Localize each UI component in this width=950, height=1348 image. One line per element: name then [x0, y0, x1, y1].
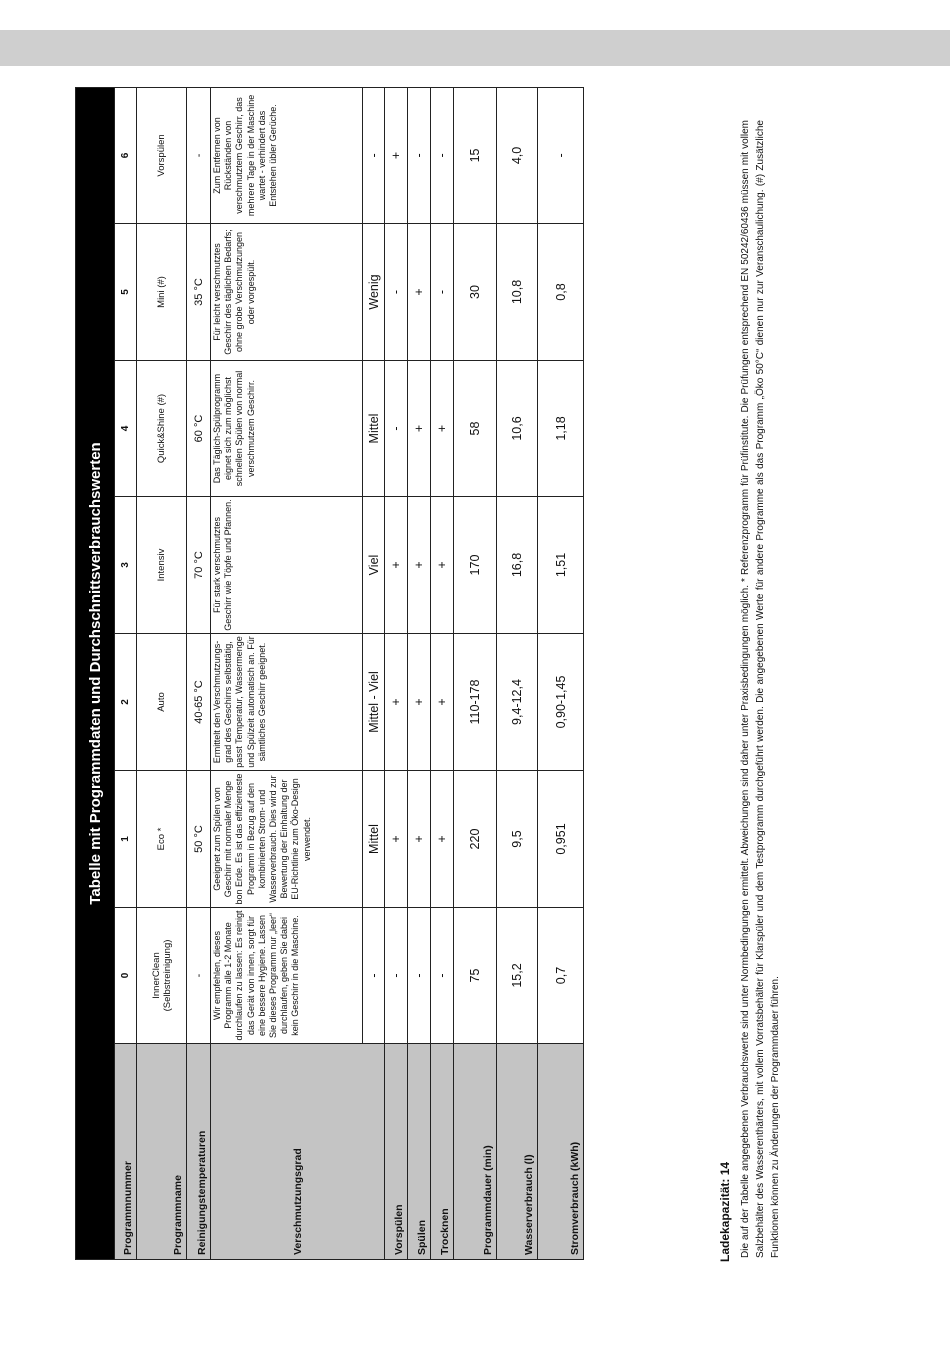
table-cell: - [187, 87, 211, 223]
table-cell: 0,7 [538, 908, 584, 1044]
table-cell: 15 [454, 87, 497, 223]
table-cell: - [187, 908, 211, 1044]
table-cell: + [408, 224, 431, 361]
table-cell: - [538, 87, 584, 223]
table-cell: - [385, 908, 408, 1044]
table-cell: 15,2 [497, 908, 538, 1044]
table-cell: + [408, 771, 431, 908]
table-cell: 1,18 [538, 361, 584, 497]
program-data-table [75, 87, 584, 1260]
table-cell: Eco * [137, 771, 187, 908]
table-cell: 5 [115, 224, 137, 361]
table-cell: + [385, 497, 408, 634]
table-cell: + [385, 771, 408, 908]
table-cell: Intensiv [137, 497, 187, 634]
table-cell: 3 [115, 497, 137, 634]
row-label: Programmdauer (min) [454, 1044, 497, 1260]
row-label: Programmname [137, 1044, 187, 1260]
table-title: Tabelle mit Programmdaten und Durchschnittsverbrauchswerten [76, 87, 115, 1259]
row-label: Wasserverbrauch (l) [497, 1044, 538, 1260]
table-cell: Quick&Shine (#) [137, 361, 187, 497]
table-cell: + [431, 361, 454, 497]
table-row [497, 87, 538, 1259]
table-cell: - [363, 87, 385, 223]
program-description: Das Täglich-Spülprogramm eignet sich zum möglichst schnellen Spülen von normal verschmutzem Geschirr. [211, 361, 363, 497]
table-cell: 0 [115, 908, 137, 1044]
table-cell: Mini (#) [137, 224, 187, 361]
table-cell: - [385, 224, 408, 361]
table-cell: 35 °C [187, 224, 211, 361]
load-capacity-text: Ladekapazität: 14 [718, 1161, 732, 1262]
table-cell: - [408, 87, 431, 223]
program-table-rotated [75, 88, 704, 1260]
row-label: Spülen [408, 1044, 431, 1260]
table-cell: 0,90-1,45 [538, 634, 584, 771]
table-cell: Mittel [363, 771, 385, 908]
row-label: Verschmutzungsgrad [211, 1044, 385, 1260]
table-cell: 110-178 [454, 634, 497, 771]
table-cell: 16,8 [497, 497, 538, 634]
row-label: Trocknen [431, 1044, 454, 1260]
table-cell: + [385, 87, 408, 223]
table-cell: 60 °C [187, 361, 211, 497]
table-cell: 30 [454, 224, 497, 361]
table-cell: Mittel - Viel [363, 634, 385, 771]
table-cell: 10,6 [497, 361, 538, 497]
table-cell: 10,8 [497, 224, 538, 361]
table-cell: 4 [115, 361, 137, 497]
program-description: Für leicht verschmutztes Geschirr des täglichen Bedarfs; ohne grobe Verschmutzungen oder vorgespült. [211, 224, 363, 361]
table-title-row [76, 87, 115, 1259]
table-cell: 0,8 [538, 224, 584, 361]
table-cell: + [408, 634, 431, 771]
table-cell: 1,51 [538, 497, 584, 634]
table-row [431, 87, 454, 1259]
table-cell: 58 [454, 361, 497, 497]
header-band [0, 30, 950, 66]
load-capacity [718, 1142, 732, 1262]
program-description: Wir empfehlen, dieses Programm alle 1-2 Monate durchlaufen zu lassen: Es reinigt das Gerät von innen, sorgt für eine bessere Hygiene. Lassen Sie dieses Programm nur „leer“ durchlaufen, geben Sie dabei kein Geschirr in die Maschine. [211, 908, 363, 1044]
table-row [538, 87, 584, 1259]
table-cell: - [385, 361, 408, 497]
table-row [211, 87, 363, 1259]
table-cell: 2 [115, 634, 137, 771]
table-cell: 220 [454, 771, 497, 908]
table-cell: + [408, 497, 431, 634]
program-description: Zum Entfernen von Rückständen von verschmutztem Geschirr, das mehrere Tage in der Maschine wartet - verhindert das Entstehen übler Gerüche. [211, 87, 363, 223]
table-cell: - [431, 224, 454, 361]
table-row [187, 87, 211, 1259]
table-cell: - [363, 908, 385, 1044]
table-row [115, 87, 137, 1259]
footnote-text: Die auf der Tabelle angegebenen Verbrauchswerte sind unter Normbedingungen ermittelt. Abweichungen sind daher unter Praxisbedingungen möglich. * Referenzprogramm für Prüfinstitute. Die Prüfungen entsprechend EN 50242/60436 müssen mit vollem Salzbehälter des Wasserenthärters, mit vollem Vorratsbehälter für Klarspüler und dem Testprogramm durchgeführt werden. Die angegebenen Werte für andere Programme als das Programm „Öko 50°C“ dienen nur zur Veranschaulichung. (#) Zusätzliche Funktionen können zu Änderungen der Programmdauer führen. [740, 120, 781, 1258]
table-cell: 75 [454, 908, 497, 1044]
table-cell: Viel [363, 497, 385, 634]
table-cell: + [431, 634, 454, 771]
table-cell: 4,0 [497, 87, 538, 223]
table-cell: - [431, 87, 454, 223]
program-description: Geeignet zum Spülen von Geschirr mit normaler Menge bon Erde. Es ist das effizienteste Programm in Bezug auf den kombinierten Strom- und Wasserverbrauch. Dies wird zur Bewertung der Einhaltung der EU-Richtlinie zum Öko-Design verwendet. [211, 771, 363, 908]
table-cell: 6 [115, 87, 137, 223]
footnote [738, 120, 794, 1258]
table-row [454, 87, 497, 1259]
table-cell: 0,951 [538, 771, 584, 908]
table-cell: 9,4-12,4 [497, 634, 538, 771]
table-cell: Auto [137, 634, 187, 771]
row-label: Programmnummer [115, 1044, 137, 1260]
table-cell: - [431, 908, 454, 1044]
table-row [385, 87, 408, 1259]
table-cell: 50 °C [187, 771, 211, 908]
table-cell: 170 [454, 497, 497, 634]
table-cell: Vorspülen [137, 87, 187, 223]
table-cell: + [431, 497, 454, 634]
row-label: Reinigungstemperaturen [187, 1044, 211, 1260]
table-cell: + [385, 634, 408, 771]
table-cell: 70 °C [187, 497, 211, 634]
table-cell: 9,5 [497, 771, 538, 908]
table-cell: 1 [115, 771, 137, 908]
table-cell: + [431, 771, 454, 908]
table-cell: 40-65 °C [187, 634, 211, 771]
row-label: Vorspülen [385, 1044, 408, 1260]
program-description: Ermittelt den Verschmutzungs-grad des Geschirrs selbsttätig, passt Temperatur, Wassermenge und Spülzeit automatisch an. Für sämtliches Geschirr geeignet. [211, 634, 363, 771]
table-cell: + [408, 361, 431, 497]
table-row [408, 87, 431, 1259]
table-row [137, 87, 187, 1259]
table-cell: Wenig [363, 224, 385, 361]
table-cell: InnerClean (Selbstreinigung) [137, 908, 187, 1044]
table-cell: Mittel [363, 361, 385, 497]
table-cell: - [408, 908, 431, 1044]
row-label: Stromverbrauch (kWh) [538, 1044, 584, 1260]
program-description: Für stark verschmutztes Geschirr wie Töpfe und Pfannen. [211, 497, 363, 634]
